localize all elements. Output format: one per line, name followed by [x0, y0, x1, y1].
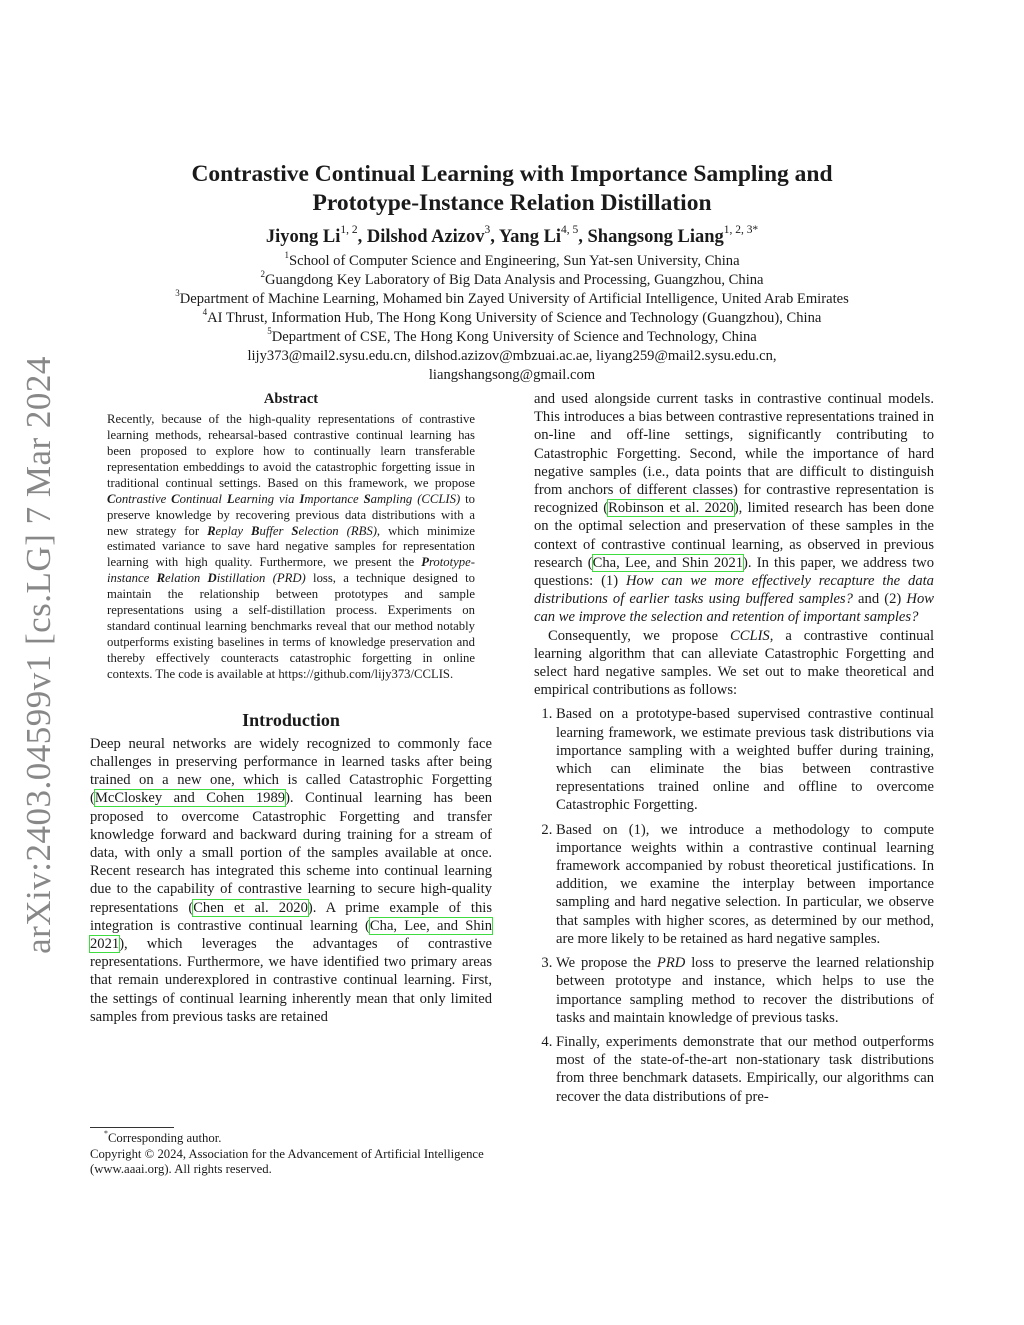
affiliation: $^4$AI Thrust, Information Hub, The Hong Kong University of Science and Technology (Guangzhou), China: [202, 306, 822, 326]
list-item: 2. Based on (1), we introduce a methodology to compute importance weights within a contrastive continual learning framework accompanied by robust theoretical justifications. In addition, we examine the interplay between importance sampling and hard negative selection. In particular, we observe that samples with higher scores, as determined by our method, are more likely to be retained as hard negative samples.: [556, 821, 934, 948]
arxiv-sidebar: [4, 355, 74, 955]
copyright-notice: Copyright © 2024, Association for the Advancement of Artificial Intelligence (www.aaai.org). All rights reserved.: [90, 1146, 484, 1176]
author-list: Jiyong Li$^{1, 2}$, Dilshod Azizov$^3$, Yang Li$^{4, 5}$, Shangsong Liang$^{1, 2, 3*}$: [265, 224, 759, 247]
list-item: 4. Finally, experiments demonstrate that our method outperforms most of the state-of-the-art non-stationary task distributions from three benchmark datasets. Empirically, our algorithms can recover the data distributions of pre-: [556, 1033, 934, 1106]
paper-title: [90, 160, 934, 218]
contribution-list: [534, 705, 934, 1105]
affiliation: $^2$Guangdong Key Laboratory of Big Data Analysis and Processing, Guangzhou, China: [260, 268, 764, 288]
list-item: 3. We propose the PRD loss to preserve the learned relationship between prototype and instance, which helps to use the importance sampling method to recover the distributions of tasks and maintain knowledge of previous tasks.: [556, 954, 934, 1027]
author-sup: 1, 2, 3*: [723, 224, 759, 237]
left-column: [90, 390, 492, 1026]
author-sup: 4, 5: [561, 224, 579, 237]
footnote-rule: [90, 1127, 174, 1128]
footnote: *Corresponding author. Copyright © 2024, Association for the Advancement of Artificial Intelligence (www.aaai.org). All rights reserved.: [90, 1127, 492, 1178]
author-name: Shangsong Liang: [587, 227, 724, 247]
author-name: Yang Li: [498, 227, 562, 247]
author-name: Jiyong Li: [265, 227, 341, 247]
abstract-text: Recently, because of the high-quality representations of contrastive learning methods, rehearsal-based contrastive continual learning has been proposed to explore how to continually learn transferable representation embeddings to avoid the catastrophic forgetting issue in traditional continual settings. Based on this framework, we propose Contrastive Continual Learning via Importance Sampling (CCLIS) to preserve knowledge by recovering previous data distributions with a new strategy for Replay Buffer Selection (RBS), which minimize estimated variance to save hard negative samples for representation learning with high quality. Furthermore, we present the Prototype-instance Relation Distillation (PRD) loss, a technique designed to maintain the relationship between prototypes and sample representations using a self-distillation process. Experiments on standard continual learning benchmarks reveal that our method notably outperforms existing baselines in terms of knowledge preservation and thereby effectively counteracts catastrophic forgetting in online contexts. The code is available at https://github.com/lijy373/CCLIS.: [107, 412, 476, 681]
author-sup: 3: [484, 224, 491, 237]
body-paragraph: and used alongside current tasks in contrastive continual models. This introduces a bias between contrastive representations trained in on-line and off-line settings, significantly contributing to Catastrophic Forgetting. Second, while the importance of hard negative samples (i.e., data points that are difficult to distinguish from anchors of different classes) for contrastive representation is recognized (Robinson et al. 2020), limited research has been done on the optimal selection and preservation of these samples in the context of contrastive continual learning, as observed in previous research (Cha, Lee, and Shin 2021). In this paper, we address two questions: (1) How can we more effectively recapture the data distributions of earlier tasks using buffered samples? and (2) How can we improve the selection and retention of important samples?: [534, 391, 934, 626]
author-sup: 1, 2: [340, 224, 358, 237]
abstract-heading: Abstract: [263, 391, 319, 407]
affiliation: $^3$Department of Machine Learning, Mohamed bin Zayed University of Artificial Intelligence, United Arab Emirates: [175, 287, 849, 307]
affiliation: $^1$School of Computer Science and Engineering, Sun Yat-sen University, China: [284, 249, 740, 269]
corresponding-note: Corresponding author.: [107, 1131, 222, 1145]
list-item: 1. Based on a prototype-based supervised contrastive continual learning framework, we estimate previous task distributions via importance sampling with a weighted buffer during training, which can eliminate the bias between contrastive representations trained online and offline to overcome Catastrophic Forgetting.: [556, 705, 934, 814]
citation-link[interactable]: Chen et al. 2020: [193, 899, 308, 916]
affiliations: [90, 249, 934, 385]
email-list: lijy373@mail2.sysu.edu.cn, dilshod.azizov@mbzuai.ac.ae, liyang259@mail2.sysu.edu.cn,: [247, 348, 777, 364]
introduction-heading: Introduction: [242, 709, 340, 730]
title-line-1: Contrastive Continual Learning with Importance Sampling and: [191, 161, 833, 187]
intro-paragraph: Deep neural networks are widely recognized to commonly face challenges in preserving performance in learned tasks after being trained on a new one, which is called Catastrophic Forgetting (McCloskey and Cohen 1989). Continual learning has been proposed to overcome Catastrophic Forgetting and transfer knowledge forward and backward during training for a stream of data, with only a small portion of the samples available at once. Recent research has integrated this scheme into continual learning due to the capability of contrastive learning to secure high-quality representations (Chen et al. 2020). A prime example of this integration is contrastive continual learning (Cha, Lee, and Shin 2021), which leverages the advantages of contrastive representations. Furthermore, we have identified two primary areas that remain underexplored in contrastive continual learning. First, the settings of continual learning inherently mean that only limited samples from previous tasks are retained: [90, 735, 493, 1025]
citation-link[interactable]: McCloskey and Cohen 1989: [94, 790, 286, 807]
citation-link[interactable]: Cha, Lee, and Shin 2021: [592, 554, 744, 571]
body-paragraph: Consequently, we propose CCLIS, a contrastive continual learning algorithm that can alleviate Catastrophic Forgetting and select hard negative samples. We set out to make theoretical and empirical contributions as follows:: [534, 627, 934, 699]
arxiv-identifier: arXiv:2403.04599v1 [cs.LG] 7 Mar 2024: [19, 356, 58, 954]
citation-link[interactable]: Cha, Lee, and Shin 2021: [90, 917, 493, 953]
title-line-2: Prototype-Instance Relation Distillation: [312, 190, 712, 216]
citation-link[interactable]: Robinson et al. 2020: [608, 500, 734, 517]
right-column: [534, 390, 934, 1112]
email-list: liangshangsong@gmail.com: [428, 367, 596, 383]
affiliation: $^5$Department of CSE, The Hong Kong University of Science and Technology, China: [267, 325, 757, 345]
author-name: Dilshod Azizov: [366, 227, 485, 247]
